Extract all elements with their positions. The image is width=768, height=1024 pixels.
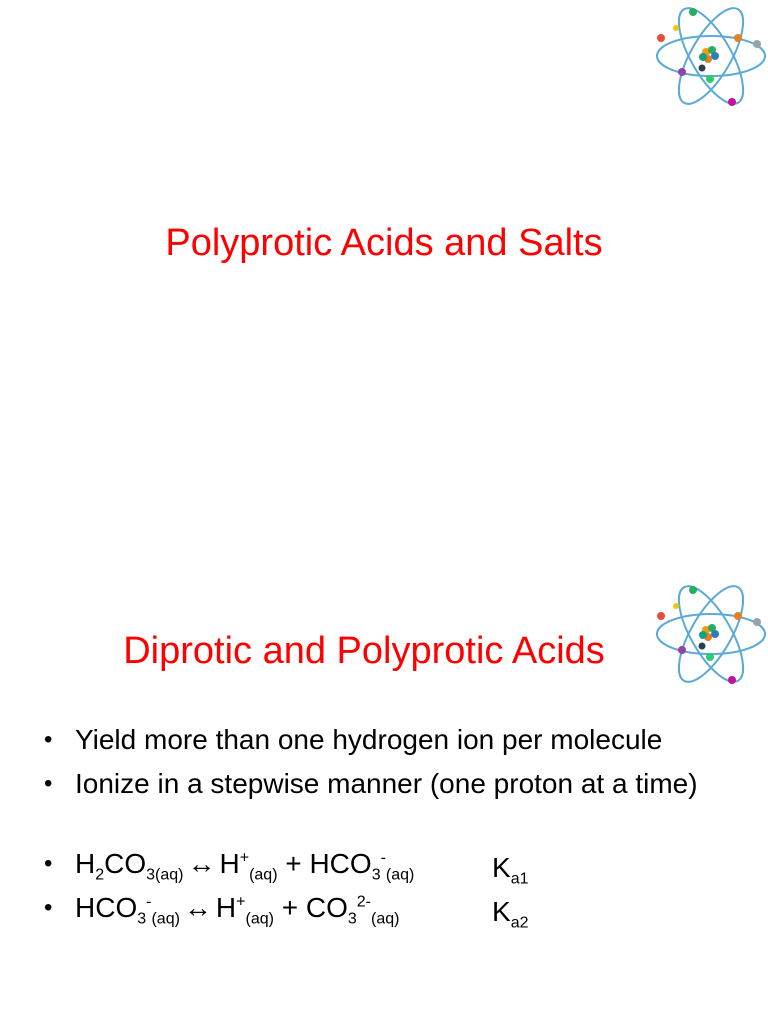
- equation-1: $H_2CO_{3(aq)}$ ↔ $H^+_{(aq)} + HCO_3^-_{(aq)}$ $K_{a1}$: [75, 848, 529, 888]
- bullet-text: Ionize in a stepwise manner (one proton at a time): [75, 768, 698, 799]
- equilibrium-constant: $K_{a2}$: [492, 896, 529, 932]
- bullet-dot: •: [44, 894, 53, 921]
- equation-item: [44, 888, 724, 932]
- slide-title: Diprotic and Polyprotic Acids: [123, 630, 605, 672]
- slide-title: Polyprotic Acids and Salts: [165, 222, 603, 264]
- equation-item: [44, 844, 724, 888]
- equilibrium-arrow: ↔: [183, 892, 212, 923]
- equilibrium-arrow: ↔: [187, 848, 216, 879]
- bullet-text: Yield more than one hydrogen ion per molecule: [75, 724, 663, 755]
- bullet-dot: •: [44, 850, 53, 877]
- bullet-list: [44, 720, 724, 932]
- equation-2: $HCO_3^-_{(aq)}$ ↔ $H^+_{(aq)} + CO_3^{2-}_{(aq)}$ $K_{a2}$: [75, 892, 529, 932]
- bullet-dot: •: [44, 726, 53, 753]
- list-item: [44, 764, 724, 804]
- bullet-dot: •: [44, 770, 53, 797]
- equilibrium-constant: $K_{a1}$: [492, 852, 529, 888]
- slide-2: [0, 512, 768, 1024]
- list-item: [44, 720, 724, 760]
- atom-icon: [654, 4, 768, 108]
